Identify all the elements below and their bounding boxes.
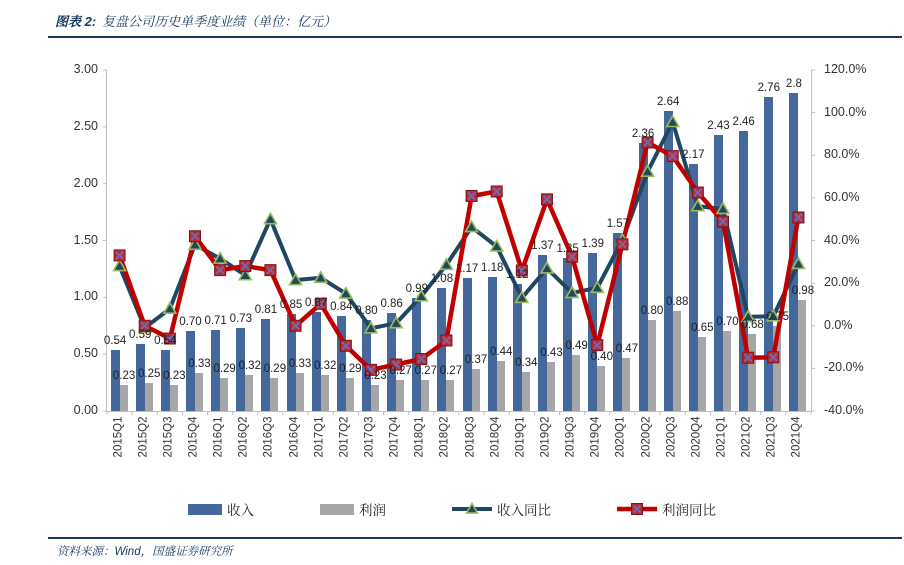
profit-yoy-marker <box>491 186 502 197</box>
y-right-tick-label: 60.0% <box>824 189 860 204</box>
legend-item-profit-yoy <box>617 499 716 519</box>
x-tick-label: 2020Q4 <box>690 416 703 458</box>
profit-label: 0.27 <box>439 365 463 378</box>
y-left-tick-label: 2.50 <box>73 118 98 133</box>
profit-label: 0.25 <box>138 367 161 380</box>
profit-label: 0.27 <box>389 365 412 378</box>
revenue-label: 2.17 <box>682 149 705 162</box>
profit-label: 0.32 <box>238 359 261 372</box>
x-tick-label: 2016Q3 <box>262 416 275 458</box>
profit-yoy-marker <box>718 216 729 227</box>
revenue-label: 0.73 <box>229 313 252 326</box>
revenue-label: 1.39 <box>581 238 604 250</box>
legend-label: 收入同比 <box>497 503 551 518</box>
profit-label: 0.70 <box>716 316 739 329</box>
x-tick-label: 2016Q2 <box>237 416 250 458</box>
profit-yoy-marker <box>340 340 351 351</box>
plot-area <box>103 70 815 412</box>
revenue-yoy-marker <box>164 303 176 314</box>
revenue-label: 1.57 <box>606 217 630 230</box>
revenue-label: 0.71 <box>204 315 227 328</box>
profit-label: 0.75 <box>766 310 789 323</box>
y-right-tick-label: 80.0% <box>824 147 860 162</box>
x-tick-label: 2020Q2 <box>640 416 653 458</box>
profit-label: 0.37 <box>464 353 488 366</box>
profit-yoy-marker <box>240 261 251 272</box>
y-right-tick-label: 20.0% <box>824 275 860 290</box>
y-right-tick-label: 100.0% <box>824 104 867 119</box>
profit-label: 0.34 <box>515 357 538 370</box>
x-tick-label: 2015Q2 <box>137 416 150 458</box>
x-tick-label: 2018Q4 <box>489 416 502 458</box>
profit-label: 0.44 <box>490 345 513 358</box>
profit-label: 0.29 <box>339 363 362 376</box>
revenue-label: 0.80 <box>355 305 378 318</box>
revenue-label: 0.54 <box>103 334 127 347</box>
revenue-label: 0.85 <box>279 299 303 312</box>
profit-label: 0.43 <box>540 347 563 360</box>
revenue-yoy-marker <box>264 213 276 224</box>
profit-label: 0.80 <box>640 305 664 318</box>
x-tick-label: 2017Q4 <box>388 416 401 458</box>
x-tick-label: 2020Q3 <box>665 416 678 458</box>
source-note: 资料来源：Wind，国盛证券研究所 <box>57 546 233 558</box>
y-left-tick-label: 3.00 <box>73 62 98 76</box>
profit-label: 0.33 <box>288 358 312 371</box>
x-tick-label: 2019Q2 <box>539 416 552 458</box>
x-tick-label: 2019Q4 <box>589 416 602 458</box>
revenue-yoy-marker <box>792 258 804 269</box>
revenue-label: 1.12 <box>506 268 529 281</box>
x-tick-label: 2018Q3 <box>464 416 477 458</box>
profit-yoy-marker <box>190 231 201 242</box>
x-tick-label: 2018Q2 <box>438 416 451 458</box>
revenue-label: 0.70 <box>179 316 202 329</box>
revenue-yoy-swatch <box>452 502 492 516</box>
source-divider <box>48 537 902 539</box>
revenue-label: 2.46 <box>732 116 755 129</box>
profit-label: 0.27 <box>414 365 437 378</box>
profit-label: 0.29 <box>263 363 287 376</box>
profit-label: 0.40 <box>590 350 613 363</box>
x-tick-label: 2020Q1 <box>614 416 627 458</box>
y-right-tick-label: 120.0% <box>824 62 867 76</box>
profit-label: 0.65 <box>691 322 714 335</box>
profit-yoy-marker <box>215 265 226 276</box>
x-tick-label: 2015Q3 <box>162 416 175 458</box>
profit-yoy-marker <box>793 212 804 223</box>
x-tick-label: 2016Q4 <box>288 416 301 458</box>
x-tick-label: 2017Q2 <box>338 416 351 458</box>
x-tick-label: 2017Q3 <box>363 416 376 458</box>
profit-yoy-marker <box>466 190 477 201</box>
legend-label: 利润 <box>359 503 386 518</box>
profit-yoy-swatch <box>617 502 657 516</box>
profit-yoy-marker <box>768 352 779 363</box>
profit-label: 0.23 <box>112 369 136 382</box>
y-right-tick-label: -40.0% <box>824 403 864 417</box>
x-tick-label: 2018Q1 <box>413 416 426 458</box>
profit-yoy-marker <box>416 353 427 364</box>
y-right-tick-label: -20.0% <box>824 360 864 375</box>
revenue-yoy-marker <box>541 262 553 273</box>
revenue-yoy-marker <box>667 116 679 127</box>
x-tick-label: 2021Q3 <box>765 416 778 458</box>
legend <box>0 499 904 519</box>
profit-label: 0.32 <box>314 359 337 372</box>
y-right-tick-label: 40.0% <box>824 232 860 247</box>
x-tick-label: 2021Q2 <box>740 416 753 458</box>
profit-label: 0.68 <box>741 318 764 331</box>
legend-item-revenue <box>188 499 254 519</box>
profit-yoy-marker <box>617 239 628 250</box>
figure-title-text: 复盘公司历史单季度业绩（单位：亿元） <box>102 14 337 29</box>
x-tick-label: 2015Q1 <box>112 416 125 458</box>
profit-yoy-marker <box>114 250 125 261</box>
figure-title <box>55 11 336 30</box>
revenue-label: 1.17 <box>455 263 479 275</box>
x-tick-label: 2017Q1 <box>313 416 326 458</box>
profit-yoy-marker <box>692 187 703 198</box>
revenue-label: 0.59 <box>129 328 152 341</box>
revenue-label: 0.87 <box>305 297 328 310</box>
revenue-label: 0.99 <box>405 283 428 296</box>
y-left-tick-label: 1.00 <box>73 289 98 304</box>
x-tick-label: 2019Q1 <box>514 416 527 458</box>
profit-label: 0.29 <box>213 363 236 376</box>
revenue-label: 0.86 <box>380 298 403 311</box>
y-left-tick-label: 1.50 <box>73 232 98 247</box>
x-tick-label: 2016Q1 <box>212 416 225 458</box>
profit-label: 0.47 <box>615 342 639 355</box>
revenue-label: 1.18 <box>481 261 504 274</box>
profit-label: 0.23 <box>364 369 387 382</box>
profit-label: 0.23 <box>163 369 186 382</box>
x-tick-label: 2021Q1 <box>715 416 728 458</box>
profit-yoy-marker <box>290 320 301 331</box>
legend-item-profit <box>320 499 386 519</box>
revenue-label: 0.54 <box>154 334 177 347</box>
legend-item-revenue-yoy <box>452 499 551 519</box>
legend-label: 利润同比 <box>662 503 716 518</box>
revenue-label: 1.08 <box>430 273 454 286</box>
revenue-label: 2.64 <box>657 95 680 108</box>
y-right-tick-label: 0.0% <box>824 317 853 332</box>
revenue-label: 2.8 <box>785 77 802 90</box>
x-tick-label: 2015Q4 <box>187 416 200 458</box>
profit-label: 0.98 <box>791 284 815 297</box>
revenue-label: 2.76 <box>757 82 780 95</box>
profit-label: 0.33 <box>188 358 211 371</box>
profit-yoy-marker <box>441 335 452 346</box>
revenue-label: 2.36 <box>631 127 655 140</box>
revenue-label: 2.43 <box>707 119 730 132</box>
y-left-tick-label: 2.00 <box>73 175 98 190</box>
x-tick-label: 2021Q4 <box>790 416 803 458</box>
figure-title-prefix: 图表 2: <box>55 14 97 29</box>
profit-label: 0.49 <box>565 340 588 353</box>
revenue-label: 1.37 <box>531 240 554 253</box>
title-divider <box>48 36 902 38</box>
profit-yoy-marker <box>743 352 754 363</box>
revenue-label: 1.35 <box>556 242 579 255</box>
profit-yoy-marker <box>265 265 276 276</box>
profit-yoy-marker <box>542 194 553 205</box>
y-left-tick-label: 0.00 <box>73 403 98 417</box>
revenue-swatch <box>188 504 222 515</box>
legend-label: 收入 <box>227 503 254 518</box>
profit-swatch <box>320 504 354 515</box>
x-tick-label: 2019Q3 <box>564 416 577 458</box>
y-left-tick-label: 0.50 <box>73 346 98 361</box>
revenue-label: 0.84 <box>330 300 353 313</box>
revenue-label: 0.81 <box>254 303 278 316</box>
profit-label: 0.88 <box>666 295 689 308</box>
